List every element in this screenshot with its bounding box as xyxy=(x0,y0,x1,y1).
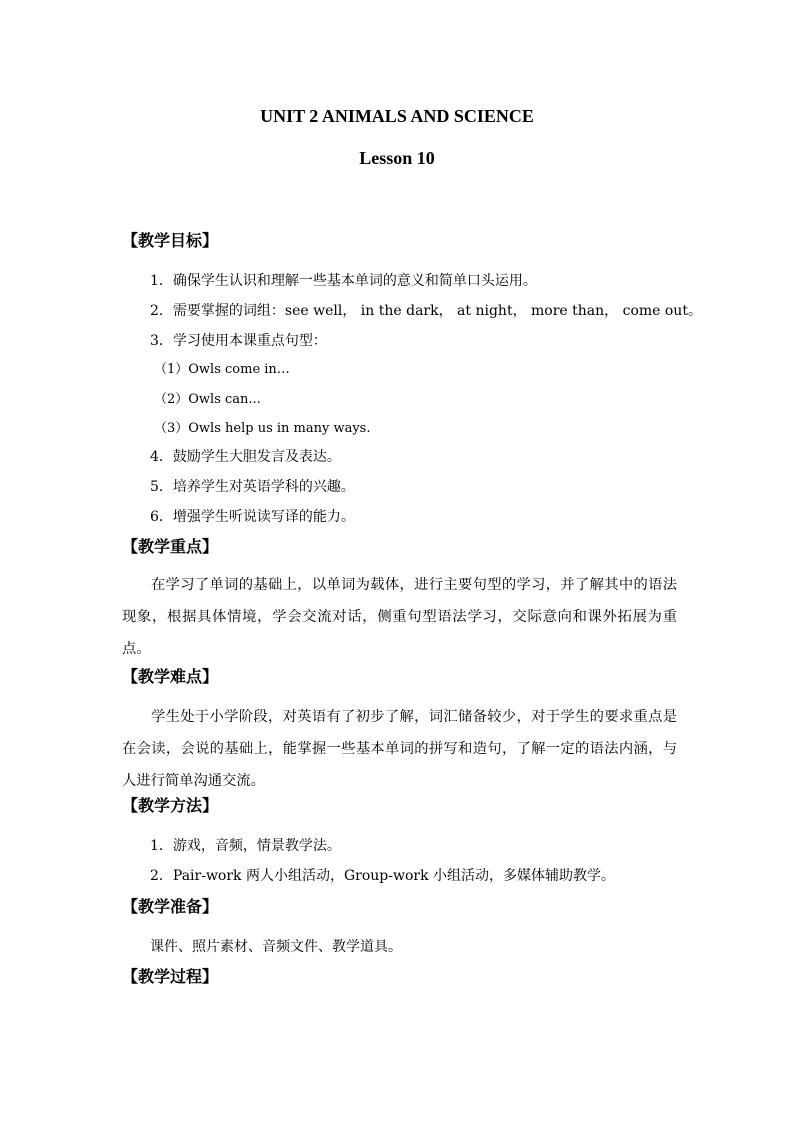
document-title: UNIT 2 ANIMALS AND SCIENCE xyxy=(260,106,534,126)
process-heading: 【教学过程】 xyxy=(122,967,219,986)
method-item: 2．Pair-work 两人小组活动，Group-work 小组活动，多媒体辅助教学。 xyxy=(150,868,616,884)
objective-item: 6．增强学生听说读写译的能力。 xyxy=(150,509,355,525)
preparation-text: 课件、照片素材、音频文件、教学道具。 xyxy=(150,939,402,955)
difficulties-heading: 【教学难点】 xyxy=(122,667,219,686)
objective-item: 3．学习使用本课重点句型： xyxy=(150,333,327,349)
method-item: 1．游戏，音频，情景教学法。 xyxy=(150,838,341,854)
objective-item: 5．培养学生对英语学科的兴趣。 xyxy=(150,479,355,495)
objective-subitem: （1）Owls come in… xyxy=(154,362,290,377)
objective-item: 2．需要掌握的词组：see well， in the dark， at night， more than， come out。 xyxy=(150,303,702,319)
objective-item: 1．确保学生认识和理解一些基本单词的意义和简单口头运用。 xyxy=(150,273,537,289)
difficulties-paragraph: 学生处于小学阶段，对英语有了初步了解，词汇储备较少，对于学生的要求重点是在会读，会说的基础上，能掌握一些基本单词的拼写和造句，了解一定的语法内涵，与人进行简单沟通交流。 xyxy=(122,709,677,789)
key-points-heading: 【教学重点】 xyxy=(122,537,219,556)
objective-subitem: （3）Owls help us in many ways. xyxy=(154,421,371,436)
key-points-paragraph: 在学习了单词的基础上，以单词为载体，进行主要句型的学习，并了解其中的语法现象，根据具体情境，学会交流对话，侧重句型语法学习，交际意向和课外拓展为重点。 xyxy=(122,577,677,657)
preparation-heading: 【教学准备】 xyxy=(122,897,219,916)
objective-subitem: （2）Owls can... xyxy=(154,392,261,407)
lesson-subtitle: Lesson 10 xyxy=(359,148,435,168)
objective-item: 4．鼓励学生大胆发言及表达。 xyxy=(150,449,341,465)
objectives-heading: 【教学目标】 xyxy=(122,231,219,250)
methods-heading: 【教学方法】 xyxy=(122,796,219,815)
